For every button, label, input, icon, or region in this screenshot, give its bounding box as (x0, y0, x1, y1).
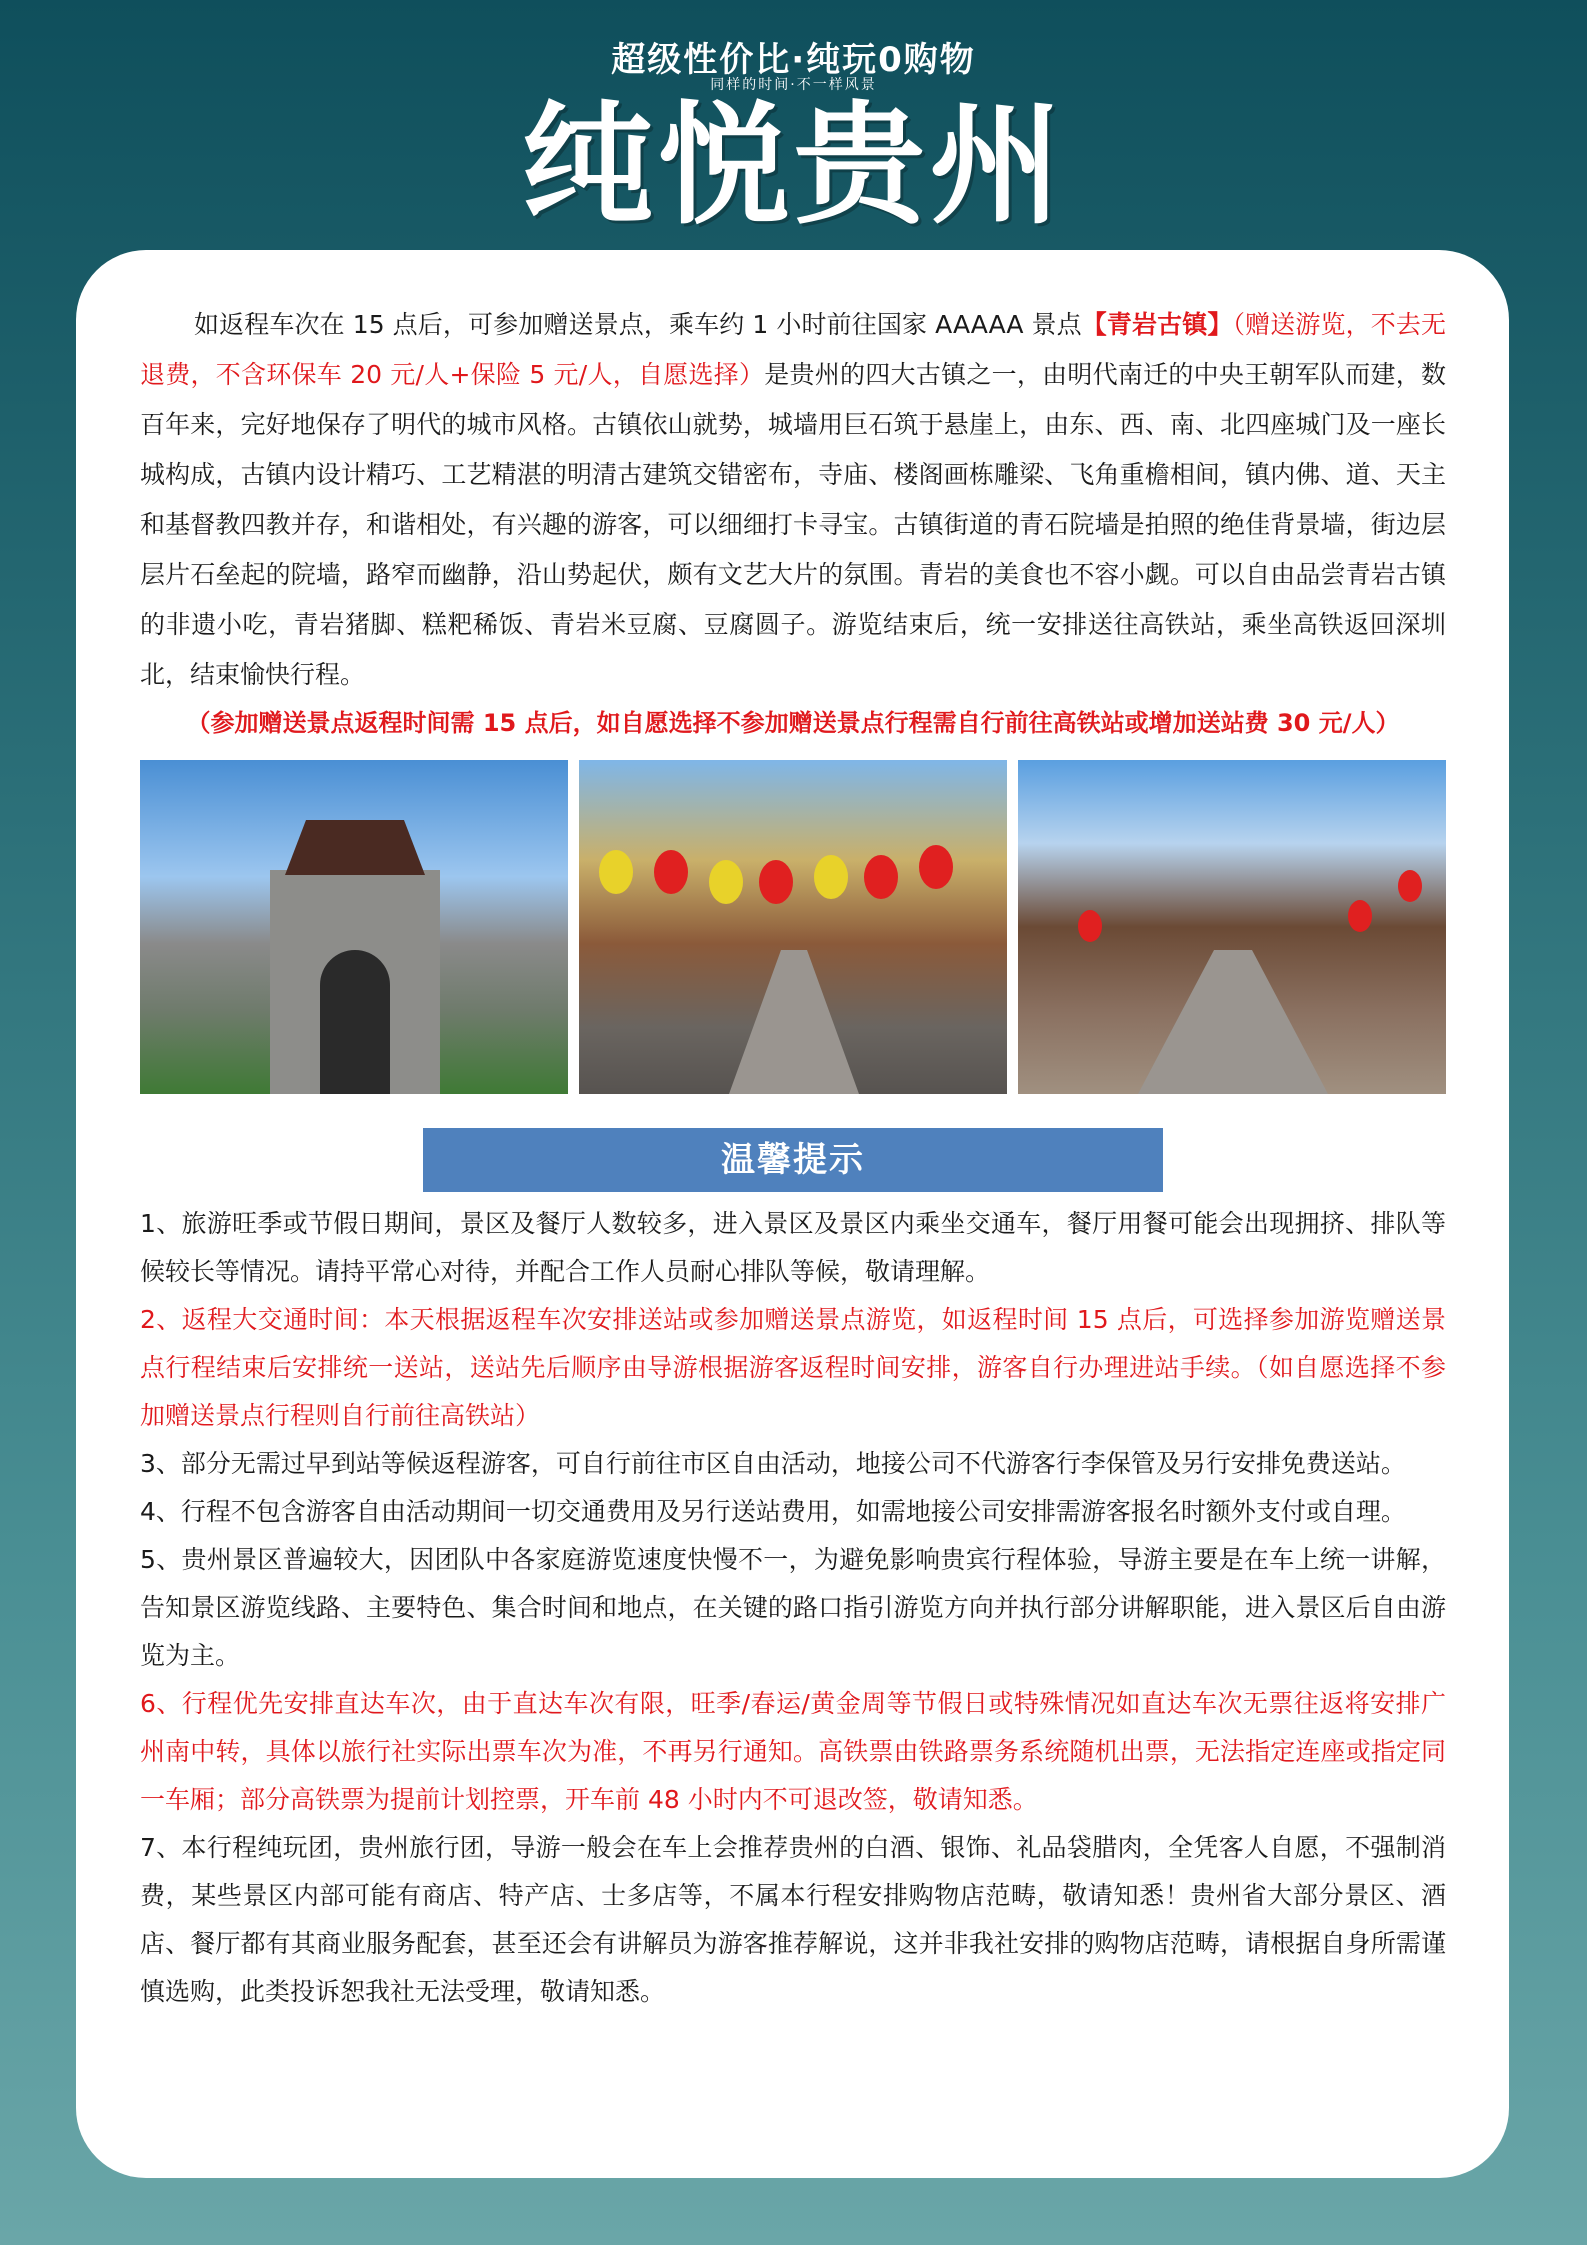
tips-banner: 温馨提示 (423, 1128, 1163, 1192)
lantern-icon (759, 860, 793, 904)
photo-lantern-street (579, 760, 1007, 1094)
gate-arch (320, 950, 390, 1094)
lantern-icon (599, 850, 633, 894)
lantern-icon (1348, 900, 1372, 932)
photo-row (140, 760, 1446, 1094)
tip-item: 2、返程大交通时间：本天根据返程车次安排送站或参加赠送景点游览，如返程时间 15 点后，可选择参加游览赠送景点行程结束后安排统一送站，送站先后顺序由导游根据游客返程时间安排，游客自行办理进站手续。（如自愿选择不参加赠送景点行程则自行前往高铁站） (140, 1305, 1446, 1430)
photo-city-gate (140, 760, 568, 1094)
tip-item: 7、本行程纯玩团，贵州旅行团，导游一般会在车上会推荐贵州的白酒、银饰、礼品袋腊肉，全凭客人自愿，不强制消费，某些景区内部可能有商店、特产店、士多店等，不属本行程安排购物店范畴，敬请知悉！贵州省大部分景区、酒店、餐厅都有其商业服务配套，甚至还会有讲解员为游客推荐解说，这并非我社安排的购物店范畴，请根据自身所需谨慎选购，此类投诉恕我社无法受理，敬请知悉。 (140, 1833, 1446, 2006)
spot-name: 【青岩古镇】 (1081, 310, 1233, 339)
intro-text-1: 如返程车次在 15 点后，可参加赠送景点，乘车约 1 小时前往国家 AAAAA 景点 (194, 310, 1082, 339)
lantern-icon (864, 855, 898, 899)
intro-paragraph (140, 300, 1446, 700)
gate-roof (285, 820, 425, 875)
lantern-icon (919, 845, 953, 889)
street-path (729, 950, 859, 1094)
lantern-icon (654, 850, 688, 894)
lantern-icon (709, 860, 743, 904)
header (0, 0, 1587, 250)
notice-line: （参加赠送景点返程时间需 15 点后，如自愿选择不参加赠送景点行程需自行前往高铁站或增加送站费 30 元/人） (186, 709, 1400, 737)
intro-text-2: 是贵州的四大古镇之一，由明代南迁的中央王朝军队而建，数百年来，完好地保存了明代的城市风格。古镇依山就势，城墙用巨石筑于悬崖上，由东、西、南、北四座城门及一座长城构成，古镇内设计精巧、工艺精湛的明清古建筑交错密布，寺庙、楼阁画栋雕梁、飞角重檐相间，镇内佛、道、天主和基督教四教并存，和谐相处，有兴趣的游客，可以细细打卡寻宝。古镇街道的青石院墙是拍照的绝佳背景墙，街边层层片石垒起的院墙，路窄而幽静，沿山势起伏，颇有文艺大片的氛围。青岩的美食也不容小觑。可以自由品尝青岩古镇的非遗小吃，青岩猪脚、糕粑稀饭、青岩米豆腐、豆腐圆子。游览结束后，统一安排送往高铁站，乘坐高铁返回深圳北，结束愉快行程。 (140, 360, 1446, 689)
lantern-icon (1398, 870, 1422, 902)
lantern-icon (1078, 910, 1102, 942)
tip-item: 1、旅游旺季或节假日期间，景区及餐厅人数较多，进入景区及景区内乘坐交通车，餐厅用餐可能会出现拥挤、排队等候较长等情况。请持平常心对待，并配合工作人员耐心排队等候，敬请理解。 (140, 1209, 1446, 1286)
tip-item: 6、行程优先安排直达车次，由于直达车次有限，旺季/春运/黄金周等节假日或特殊情况如直达车次无票往返将安排广州南中转，具体以旅行社实际出票车次为准，不再另行通知。高铁票由铁路票务系统随机出票，无法指定连座或指定同一车厢；部分高铁票为提前计划控票，开车前 48 小时内不可退改签，敬请知悉。 (140, 1689, 1446, 1814)
tip-item: 4、行程不包含游客自由活动期间一切交通费用及另行送站费用，如需地接公司安排需游客报名时额外支付或自理。 (140, 1497, 1406, 1526)
main-content (140, 300, 1446, 2016)
tips-list (140, 1200, 1446, 2016)
tagline: 超级性价比·纯玩0购物 (611, 40, 976, 80)
tip-item: 3、部分无需过早到站等候返程游客，可自行前往市区自由活动，地接公司不代游客行李保管及另行安排免费送站。 (140, 1449, 1406, 1478)
intro-red-note: （赠送游览，不去无退费，不含环保车 20 元/人+保险 5 元/人，自愿选择） (140, 310, 1446, 389)
street-path (1138, 950, 1328, 1094)
tip-item: 5、贵州景区普遍较大，因团队中各家庭游览速度快慢不一，为避免影响贵宾行程体验，导游主要是在车上统一讲解，告知景区游览线路、主要特色、集合时间和地点，在关键的路口指引游览方向并执行部分讲解职能，进入景区后自由游览为主。 (140, 1545, 1446, 1670)
subtagline: 同样的时间·不一样风景 (710, 77, 877, 93)
lantern-icon (814, 855, 848, 899)
page-title: 纯悦贵州 (521, 89, 1066, 243)
photo-old-street (1018, 760, 1446, 1094)
